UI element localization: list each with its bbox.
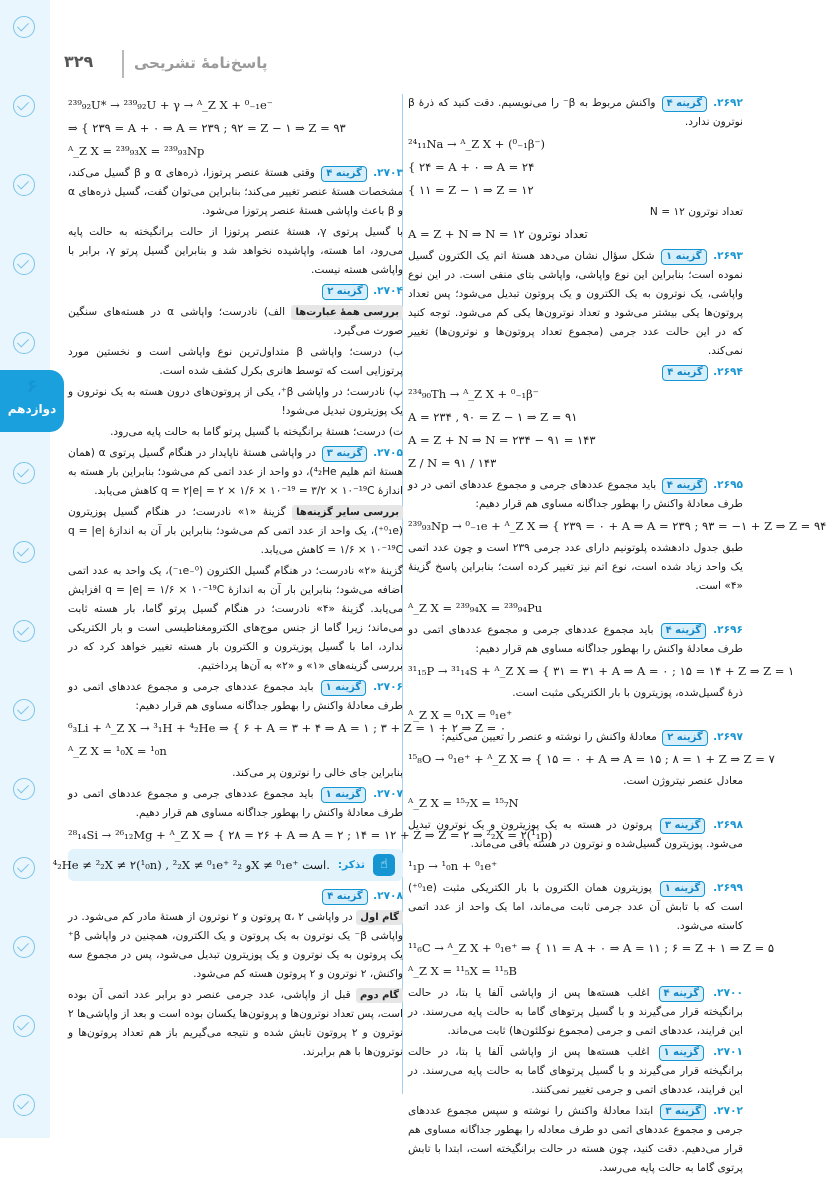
answer-2704 (68, 282, 403, 301)
answer-text: با گسیل پرتوی γ، هستهٔ عنصر پرتوزا از حالت برانگیخته به حالت پایه می‌رود، اما هسته، واپاشیده نخواهد شد و بنابراین گسیل پرتو γ، برابر با واپاشی هسته نیست. (68, 226, 403, 276)
step-tag: گام اول (356, 910, 403, 925)
answer-text: طبق جدول دادهشده پلوتونیم دارای عدد جرمی ۲۳۹ است و چون عدد اتمی یک واحد زیاد شده است، نوع اتم نیز تغییر کرده است؛ بنابراین پاسخ گزینهٔ «۴» است. (408, 542, 744, 592)
answer-badge: گزینه ۴ (661, 623, 707, 639)
answer-2706 (68, 678, 403, 716)
answer-text: باید مجموع عددهای جرمی و مجموع عددهای اتمی دو طرف معادلهٔ واکنش را بهطور جداگانه مساوی هم قرار دهیم: (68, 681, 403, 712)
check-icon (13, 332, 35, 354)
check-icon (13, 699, 35, 721)
answer-text: وقتی هستهٔ عنصر پرتوزا، ذره‌های α و β گسیل می‌کند، مشخصات هستهٔ عنصر تغییر می‌کند؛ بنابراین می‌توان گفت، گسیل ذره‌های α و β باعث واپاشی هستهٔ عنصر پرتوزا می‌شود. (68, 167, 403, 217)
equation: ²³⁹₉₂U* → ²³⁹₉₂U + γ → ᴬ_Z X + ⁰₋₁e⁻ (68, 98, 273, 112)
question-number: ۲۷۰۲. (713, 1105, 744, 1117)
answer-text: معادل عنصر نیتروژن است. (623, 775, 743, 787)
answer-text: واکنش مربوط به β⁻ را می‌نویسیم. دقت کنید که ذرهٔ β نوترون ندارد. (408, 97, 743, 128)
answer-badge: گزینه ۴ (662, 365, 708, 381)
question-number: ۲۶۹۳. (713, 250, 743, 262)
question-number: ۲۶۹۷. (713, 731, 743, 743)
answer-text: باید مجموع عددهای جرمی و مجموع عددهای اتمی دو طرف معادلهٔ واکنش را بهطور جداگانه مساوی هم قرار دهیم: (408, 624, 743, 655)
hand-pointer-icon: ☝ (373, 854, 395, 876)
equation: ¹¹₆C → ᴬ_Z X + ⁰₁e⁺ ⇒ { ۱۱ = A + ۰ ⇒ A = ۱۱ ; ۶ = Z + ۱ ⇒ Z = ۵ (408, 941, 775, 955)
answer-2705 (68, 444, 403, 501)
grade-tab (0, 370, 64, 432)
note-label: تذکر: (337, 858, 365, 871)
question-number: ۲۶۹۲. (713, 97, 743, 109)
answer-text: تعداد نوترون ۱۲ = N (649, 206, 743, 218)
question-number: ۲۷۰۳. (373, 167, 403, 179)
answer-badge: گزینه ۴ (659, 986, 705, 1002)
answer-2693 (408, 247, 743, 361)
answer-2708 (68, 887, 403, 906)
check-icon (13, 936, 35, 958)
answer-badge: گزینه ۳ (322, 446, 368, 462)
answer-2705-body (68, 503, 403, 560)
equation: ᴬ_Z X = ¹₀X = ¹₀n (68, 744, 167, 758)
answer-2708-step2 (68, 986, 403, 1062)
question-number: ۲۷۰۴. (373, 285, 403, 297)
question-number: ۲۶۹۶. (713, 624, 744, 636)
answer-2696 (408, 621, 743, 659)
check-icon (13, 16, 35, 38)
right-column (408, 94, 826, 1180)
answer-badge: گزینه ۱ (659, 1045, 705, 1061)
check-icon (13, 253, 35, 275)
answer-badge: گزینه ۲ (322, 284, 368, 300)
question-number: ۲۷۰۱. (713, 1046, 743, 1058)
answer-badge: گزینه ۳ (660, 1104, 706, 1120)
question-number: ۲۶۹۵. (713, 479, 744, 491)
equation: A = Z + N ⇒ N = ۱۲ تعداد نوترون (408, 227, 588, 241)
note-text: ⁴₂He ≠ ²₂X ≠ ۲(¹₀n) , ²₂X ≠ ⁰₁e⁺ و ²₂X ≠ ⁰₁e⁺ است. (52, 858, 330, 872)
answer-badge: گزینه ۲ (662, 730, 708, 746)
answer-2707 (68, 785, 403, 823)
answer-2695 (408, 476, 743, 514)
answer-badge: گزینه ۴ (662, 96, 708, 112)
check-icon (13, 462, 35, 484)
question-number: ۲۶۹۸. (713, 819, 743, 831)
question-number: ۲۶۹۹. (713, 882, 744, 894)
answer-badge: گزینه ۴ (321, 166, 367, 182)
answer-text: ذرهٔ گسیل‌شده، پوزیترون با بار الکتریکی مثبت است. (512, 687, 743, 699)
equation: ²⁴₁₁Na → ᴬ_Z X + (⁰₋₁β⁻) (408, 137, 546, 151)
check-icon (13, 174, 35, 196)
section-tag: بررسی همهٔ عبارت‌ها (291, 305, 403, 320)
answer-text: در واپاشی α، ۲ پروتون و ۲ نوترون از هستهٔ مادر کم می‌شود. در واپاشی β⁻ یک نوترون به یک پروتون و یک الکترون، همچنین در واپاشی β⁺ یک پروتون به یک نوترون و یک پوزیترون تبدیل می‌شود، پس در مجموع سه واکنش، ۲ نوترون و ۲ پروتون هسته کم می‌شود. (68, 911, 403, 980)
answer-badge: گزینه ۴ (662, 478, 708, 494)
check-icon (13, 620, 35, 642)
page-number: ۳۲۹ (64, 52, 94, 71)
step-tag: گام دوم (356, 988, 403, 1003)
answer-text: الف) نادرست؛ واپاشی α در هسته‌های سنگین صورت می‌گیرد. (68, 306, 403, 337)
check-icon (13, 857, 35, 879)
answer-badge: گزینه ۱ (661, 249, 707, 265)
answer-text: گزینهٔ «۱» نادرست؛ در هنگام گسیل پوزیترون (⁰₁e⁺)، یک واحد از عدد اتمی کم می‌شود؛ بنابراین بار آن به اندازهٔ q = |e| = ۱/۶ × ۱۰⁻¹⁹C کاهش می‌یابد. (68, 506, 403, 556)
answer-text: پ) نادرست؛ در واپاشی β⁺، یکی از پروتون‌های درون هسته به یک نوترون و یک پوزیترون تبدیل می‌شود! (68, 386, 403, 417)
answer-text: پوزیترون همان الکترون با بار الکتریکی مثبت (⁰₁e⁺) است که با تابش آن عدد جرمی ثابت می‌ماند، اما یک واحد از عدد اتمی کاسته می‌شود. (408, 882, 743, 932)
answer-badge: گزینه ۱ (321, 680, 367, 696)
equation: A = ۲۳۴ , ۹۰ = Z − ۱ ⇒ Z = ۹۱ (408, 410, 578, 424)
answer-text: پروتون در هسته به یک پوزیترون و یک نوترون تبدیل می‌شود. پوزیترون گسیل‌شده و نوترون در هسته باقی می‌ماند. (408, 819, 743, 850)
margin-strip (0, 0, 50, 1138)
section-tag: بررسی سایر گزینه‌ها (292, 505, 403, 520)
answer-text: اغلب هسته‌ها پس از واپاشی آلفا یا بتا، در حالت برانگیخته قرار می‌گیرند و با گسیل پرتوهای گاما به حالت پایه می‌رسند. در این فرایند، عددهای اتمی و جرمی (مجموع نوکلئون‌ها) ثابت می‌ماند. (408, 987, 743, 1037)
answer-text: معادلهٔ واکنش را نوشته و عنصر را تعیین می‌کنیم: (441, 731, 657, 743)
header-divider (122, 50, 124, 78)
equation: ⇒ { ۲۳۹ = A + ۰ ⇒ A = ۲۳۹ ; ۹۲ = Z − ۱ ⇒ Z = ۹۳ (68, 121, 346, 135)
question-number: ۲۷۰۶. (373, 681, 404, 693)
answer-text: ابتدا معادلهٔ واکنش را نوشته و سپس مجموع عددهای جرمی و مجموع عددهای اتمی دو طرف معادله را بهطور جداگانه مساوی هم قرار می‌دهیم. دقت کنید، چون هسته در حالت برانگیخته است، ابتدا با تابش پرتوی گاما به حالت پایه می‌رسد. (408, 1105, 743, 1174)
answer-text: ب) درست؛ واپاشی β متداول‌ترین نوع واپاشی است و نخستین مورد پرتوزایی است که توسط هانری بکرل کشف شده است. (68, 346, 403, 377)
equation: ²³⁹₉₃Np → ⁰₋₁e + ᴬ_Z X ⇒ { ۲۳۹ = ۰ + A ⇒ A = ۲۳۹ ; ۹۳ = −۱ + Z ⇒ Z = ۹۴ (408, 519, 826, 533)
answer-text: باید مجموع عددهای جرمی و مجموع عددهای اتمی دو طرف معادلهٔ واکنش را بهطور جداگانه مساوی هم قرار دهیم. (68, 788, 403, 819)
answer-2708-step1 (68, 908, 403, 984)
check-icon (13, 95, 35, 117)
grade-label: دوازدهم (7, 402, 57, 416)
page-title: پاسخ‌نامهٔ تشریحی (134, 54, 268, 72)
answer-text: گزینهٔ «۲» نادرست؛ در هنگام گسیل الکترون (⁰₋₁e⁻)، یک واحد به عدد اتمی اضافه می‌شود؛ بنابراین بار آن به اندازهٔ q = |e| = ۱/۶ × ۱۰⁻¹⁹C افزایش می‌یابد. گزینهٔ «۴» نادرست؛ در هنگام گسیل پرتو گاما، بار هسته ثابت می‌ماند؛ زیرا گاما از جنس موج‌های الکترومغناطیسی است و بار الکتریکی ندارد، اما با گسیل پوزیترون و الکترون بار هسته تغییر خواهد کرد که در بررسی گزینه‌های «۱» و «۲» به آن‌ها پرداختیم. (68, 565, 404, 672)
equation: { ۱۱ = Z − ۱ ⇒ Z = ۱۲ (408, 183, 534, 197)
question-number: ۲۷۰۵. (373, 447, 403, 459)
check-icon (13, 778, 35, 800)
answer-2692 (408, 94, 743, 132)
equation: ᴬ_Z X = ¹¹₅X = ¹¹₅B (408, 964, 518, 978)
answer-badge: گزینه ۳ (660, 818, 706, 834)
equation: ²⁸₁₄Si → ²⁶₁₂Mg + ᴬ_Z X ⇒ { ۲۸ = ۲۶ + A ⇒ A = ۲ ; ۱۴ = ۱۲ + Z ⇒ Z = ۲ ⇒ ²₂X = ۲(¹₁p) (68, 828, 553, 842)
answer-text: باید مجموع عددهای جرمی و مجموع عددهای اتمی در دو طرف معادلهٔ واکنش را بهطور جداگانه مساوی هم قرار دهیم: (408, 479, 743, 510)
answer-badge: گزینه ۴ (322, 889, 368, 905)
answer-badge: گزینه ۱ (321, 787, 367, 803)
answer-badge: گزینه ۱ (660, 881, 706, 897)
answer-2704-body (68, 303, 403, 341)
question-number: ۲۷۰۷. (373, 788, 404, 800)
equation: { ۲۴ = A + ۰ ⇒ A = ۲۴ (408, 160, 535, 174)
equation: Z / N = ۹۱ / ۱۴۳ (408, 456, 497, 470)
equation: A = Z + N ⇒ N = ۲۳۴ − ۹۱ = ۱۴۳ (408, 433, 596, 447)
page-header (64, 50, 284, 80)
equation: ⁶₃Li + ᴬ_Z X → ³₁H + ⁴₂He ⇒ { ۶ + A = ۳ + ۴ ⇒ A = ۱ ; ۳ + Z = ۱ + ۲ ⇒ Z = ۰ (68, 721, 507, 735)
question-number: ۲۷۰۸. (373, 890, 403, 902)
check-icon (13, 541, 35, 563)
equation: ¹₁p → ¹₀n + ⁰₁e⁺ (408, 859, 498, 873)
equation: ³¹₁₅P → ³¹₁₄S + ᴬ_Z X ⇒ { ۳۱ = ۳۱ + A ⇒ A = ۰ ; ۱۵ = ۱۴ + Z ⇒ Z = ۱ (408, 664, 795, 678)
answer-text: در واپاشی هستهٔ ناپایدار در هنگام گسیل پرتوی α (همان هستهٔ اتم هلیم ⁴₂He)، دو واحد از عدد اتمی کم می‌شود؛ بنابراین بار هسته به اندازهٔ q = ۲|e| = ۲ × ۱/۶ × ۱۰⁻¹⁹ = ۳/۲ × ۱۰⁻¹⁹C کاهش می‌یابد. (68, 447, 403, 497)
check-icon (13, 1015, 35, 1037)
equation: ᴬ_Z X = ⁰₁X = ⁰₁e⁺ (408, 708, 513, 722)
question-number: ۲۶۹۴. (713, 366, 743, 378)
equation: ᴬ_Z X = ¹⁵₇X = ¹⁵₇N (408, 796, 519, 810)
answer-text: قبل از واپاشی، عدد جرمی عنصر دو برابر عدد اتمی آن بوده است، پس تعداد نوترون‌ها و پروتون‌ها یکسان بوده است و بعد از واپاشی‌ها ۲ نوترون و ۲ پروتون تابش شده و نتیجه می‌گیریم باز هم تعداد پروتون‌ها و نوترون‌ها با هم برابرند. (68, 989, 403, 1058)
grade-number: ۶ (26, 376, 38, 397)
equation: ²³⁴₉₀Th → ᴬ_Z X + ⁰₋₁β⁻ (408, 387, 539, 401)
answer-2700 (408, 984, 743, 1041)
answer-text: بنابراین جای خالی را نوترون پر می‌کند. (232, 767, 403, 779)
equation: ¹⁵₈O → ⁰₁e⁺ + ᴬ_Z X ⇒ { ۱۵ = ۰ + A ⇒ A = ۱۵ ; ۸ = ۱ + Z ⇒ Z = ۷ (408, 752, 775, 766)
answer-2702 (408, 1102, 743, 1178)
answer-2701 (408, 1043, 743, 1100)
equation: ᴬ_Z X = ²³⁹₉₄X = ²³⁹₉₄Pu (408, 601, 543, 615)
question-number: ۲۷۰۰. (713, 987, 743, 999)
answer-text: ت) درست؛ هستهٔ برانگیخته با گسیل پرتو گاما به حالت پایه می‌رود. (110, 426, 403, 438)
answer-text: شکل سؤال نشان می‌دهد هستهٔ اتم یک الکترون گسیل نموده است؛ بنابراین این نوع واپاشی، واپاشی بتای منفی است. در این نوع واپاشی، یک نوترون به یک الکترون و یک پروتون تبدیل می‌شود؛ پس تعداد پروتون‌ها یکی بیشتر می‌شود و تعداد نوترون‌ها یکی کم می‌شود. توجه کنید که در این حالت عدد جرمی (مجموع تعداد پروتون‌ها و نوترون‌ها) تغییر نمی‌کند. (408, 250, 743, 357)
check-icon (13, 1094, 35, 1116)
answer-text: اغلب هسته‌ها پس از واپاشی آلفا یا بتا، در حالت برانگیخته قرار می‌گیرند و با گسیل پرتوهای گاما به حالت پایه می‌رسند. در این فرایند، عددهای اتمی و جرمی تغییر نمی‌کنند. (408, 1046, 743, 1096)
note-box (52, 849, 403, 881)
answer-2703 (68, 164, 403, 221)
equation: ᴬ_Z X = ²³⁹₉₃X = ²³⁹₉₃Np (68, 144, 205, 158)
answer-2694 (408, 363, 743, 382)
answer-2699 (408, 879, 743, 936)
